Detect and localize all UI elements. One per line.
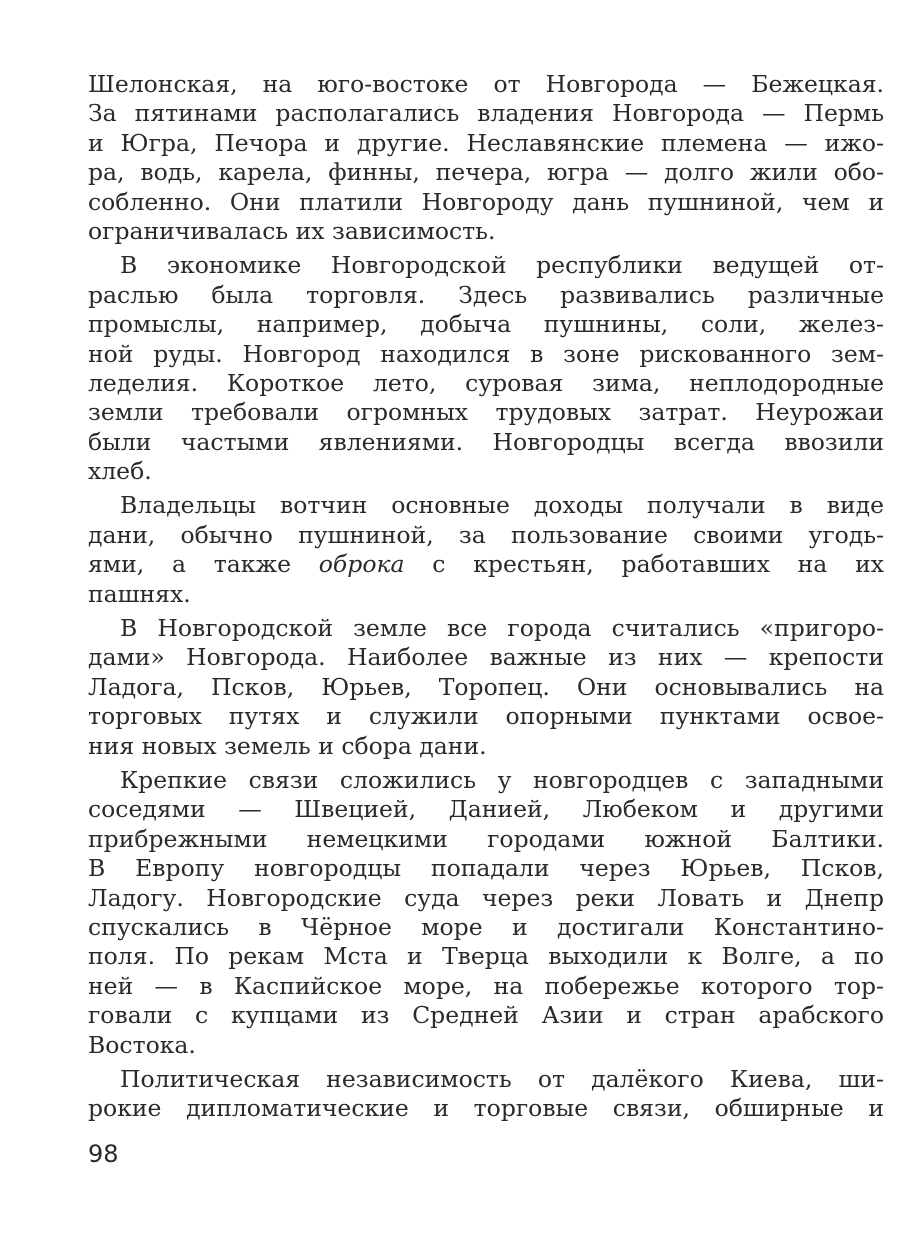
text-line: ной руды. Новгород находился в зоне рискованного зем- <box>88 339 884 368</box>
paragraph <box>88 251 884 486</box>
text-line: дами» Новгорода. Наиболее важные из них — крепости <box>88 643 884 672</box>
paragraph <box>88 491 884 609</box>
text-line: спускались в Чёрное море и достигали Константино- <box>88 912 884 941</box>
italic-term: оброка <box>318 550 405 579</box>
text-line: торговых путях и служили опорными пунктами освое- <box>88 702 884 731</box>
text-line: говали с купцами из Средней Азии и стран арабского <box>88 1001 884 1030</box>
page-number: 98 <box>88 1140 119 1168</box>
text-line: поля. По рекам Мста и Тверца выходили к Волге, а по <box>88 942 884 971</box>
text-line: были частыми явлениями. Новгородцы всегда ввозили <box>88 427 884 456</box>
text-line: В Европу новгородцы попадали через Юрьев, Псков, <box>88 854 884 883</box>
text-line: За пятинами располагались владения Новгорода — Пермь <box>88 99 884 128</box>
text-line: собленно. Они платили Новгороду дань пушниной, чем и <box>88 187 884 216</box>
text-line: Шелонская, на юго-востоке от Новгорода — Бежецкая. <box>88 70 884 98</box>
text-line: Востока. <box>88 1030 196 1059</box>
text-line: леделия. Короткое лето, суровая зима, неплодородные <box>88 368 884 397</box>
text-line: ограничивалась их зависимость. <box>88 216 496 245</box>
text-line: земли требовали огромных трудовых затрат. Неурожаи <box>88 398 884 427</box>
text-fragment: с крестьян, работавших на их <box>404 550 884 579</box>
text-line: и Югра, Печора и другие. Неславянские племена — ижо- <box>88 128 884 157</box>
text-line: Ладогу. Новгородские суда через реки Ловать и Днепр <box>88 883 884 912</box>
text-line: ра, водь, карела, финны, печера, югра — долго жили обо- <box>88 158 884 187</box>
body-text <box>88 70 884 1124</box>
text-line: В экономике Новгородской республики ведущей от- <box>120 251 884 280</box>
text-line: Ладога, Псков, Юрьев, Торопец. Они основывались на <box>88 672 884 701</box>
text-line: раслью была торговля. Здесь развивались различные <box>88 280 884 309</box>
paragraph <box>88 1065 884 1124</box>
text-line: ней — в Каспийское море, на побережье которого тор- <box>88 971 884 1000</box>
paragraph <box>88 614 884 761</box>
text-line: хлеб. <box>88 457 152 486</box>
text-line: дани, обычно пушниной, за пользование своими угодь- <box>88 520 884 549</box>
text-line: Владельцы вотчин основные доходы получали в виде <box>120 491 884 520</box>
text-line: Политическая независимость от далёкого Киева, ши- <box>120 1064 884 1093</box>
text-line: пашнях. <box>88 579 191 608</box>
text-line: соседями — Швецией, Данией, Любеком и другими <box>88 795 884 824</box>
text-line: промыслы, например, добыча пушнины, соли, желез- <box>88 310 884 339</box>
text-line: Крепкие связи сложились у новгородцев с западными <box>120 765 884 794</box>
paragraph <box>88 766 884 1060</box>
text-line <box>88 550 884 579</box>
text-line: В Новгородской земле все города считались «пригоро- <box>120 614 884 643</box>
text-fragment: ями, а также <box>88 550 319 579</box>
text-line: ния новых земель и сбора дани. <box>88 731 487 760</box>
text-line: рокие дипломатические и торговые связи, обширные и <box>88 1094 884 1123</box>
text-line: прибрежными немецкими городами южной Балтики. <box>88 824 884 853</box>
paragraph <box>88 70 884 246</box>
